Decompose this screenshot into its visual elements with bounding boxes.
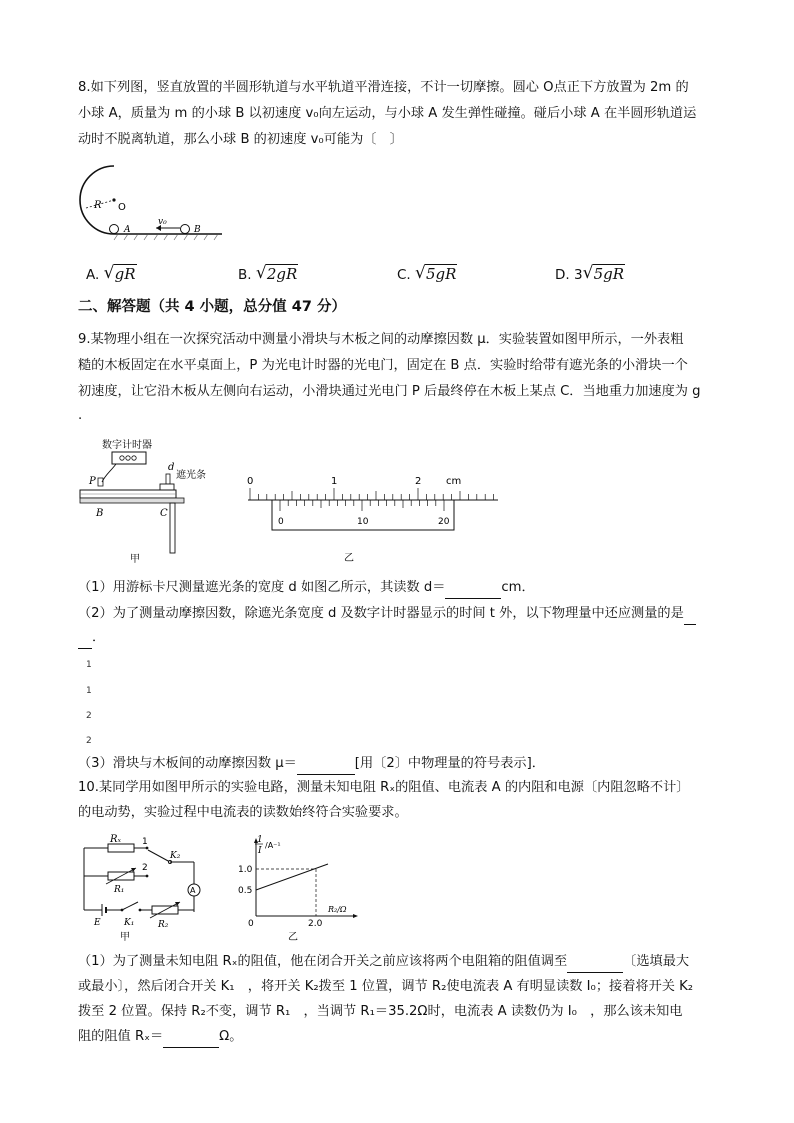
ball-b [181,225,190,234]
sqrt-symbol: √ gR [103,263,136,283]
resistor-rx [108,844,134,852]
svg-text:K₁: K₁ [124,918,135,928]
svg-text:0: 0 [278,517,284,527]
q9-text-line2: 糙的木板固定在水平桌面上，P 为光电计时器的光电门，固定在 B 点．实验时给带有遮光条的小滑块一个 [78,358,688,373]
answer-blank-mu[interactable] [297,754,355,775]
label-b: B [194,225,201,235]
sqrt-symbol: √ 5gR [582,263,625,283]
svg-text:I: I [258,846,262,856]
answer-blank-rx[interactable] [163,1027,219,1048]
svg-text:1.0: 1.0 [238,865,253,875]
q9-text-line3: 初速度，让它沿木板从左侧向右运动，小滑块通过光电门 P 后最终停在木板上某点 C．当地重力加速度为 g [78,384,701,399]
q10-sub1-line4: 阻的阻值 Rₓ＝ Ω。 [78,1027,242,1048]
svg-text:R₂/Ω: R₂/Ω [328,905,347,914]
label-v0: v₀ [158,217,167,227]
choice-marker: 2 [86,711,92,721]
timer-cable [102,464,116,482]
timer-box [112,452,146,464]
q9-text-line1: 9.某物理小组在一次探究活动中测量小滑块与木板之间的动摩擦因数 μ．实验装置如图甲所示，一外表粗 [78,332,684,347]
q10-sub1-line3: 拨至 2 位置。保持 R₂不变，调节 R₁ ，当调节 R₁＝35.2Ω时，电流表 A 读数仍为 I₀ ，那么该未知电 [78,1004,683,1019]
option-a[interactable]: A. √ gR [86,263,136,283]
table-leg [170,503,175,553]
svg-text:E: E [94,918,101,928]
svg-text:1: 1 [142,837,148,847]
label-d: d [168,462,175,473]
switch-k1 [122,902,138,910]
q9-sub2: （2）为了测量动摩擦因数，除遮光条宽度 d 及数字计时器显示的时间 t 外，以下物理量中还应测量的是 [78,604,696,625]
graph-line [256,864,328,890]
q9-figure-yi [240,470,500,565]
svg-text:1: 1 [257,835,263,845]
label-r: R [94,200,102,211]
answer-blank-max-min[interactable] [567,952,623,973]
main-scale-labels [247,476,461,487]
svg-text:10: 10 [357,517,369,527]
label-p: P [89,476,96,487]
shade-strip [166,474,170,484]
q8-text-line3: 动时不脱离轨道，那么小球 B 的初速度 v₀可能为〔 〕 [78,132,403,147]
q10-circuit-figure [76,832,216,942]
svg-text:R₂: R₂ [158,920,169,930]
caption-yi: 乙 [344,553,354,564]
switch-k2 [148,850,170,862]
vernier-ticks [280,500,444,511]
q8-figure [72,162,228,248]
choice-marker: 1 [86,660,92,670]
q8-text-line2: 小球 A，质量为 m 的小球 B 以初速度 v₀向左运动，与小球 A 发生弹性碰撞。碰后小球 A 在半圆形轨道运 [78,106,697,121]
caption-jia: 甲 [130,554,140,565]
option-c[interactable]: C. √ 5gR [397,263,457,283]
svg-text:Rₓ: Rₓ [110,834,122,845]
q10-text-line2: 的电动势，实验过程中电流表的读数始终符合实验要求。 [78,805,408,820]
answer-blank-quantity-cont[interactable] [78,628,92,649]
vernier-labels [278,517,450,527]
svg-text:/A⁻¹: /A⁻¹ [265,841,281,850]
center-point [112,198,115,201]
slider-block [160,484,174,490]
svg-text:0.5: 0.5 [238,886,253,896]
q10-sub1-line1: （1）为了测量未知电阻 Rₓ的阻值，他在闭合开关之前应该将两个电阻箱的阻值调至 〔选填最大 [78,952,689,973]
q9-text-line4: . [78,408,83,423]
shade-label: 遮光条 [176,470,206,481]
choice-marker: 2 [86,736,92,746]
q9-sub3: （3）滑块与木板间的动摩擦因数 μ＝ [用〔2〕中物理量的符号表示]． [78,754,545,775]
sqrt-symbol: √ 5gR [415,263,457,283]
label-o: O [118,202,126,213]
main-scale-ticks [250,488,494,500]
svg-text:2: 2 [142,863,148,873]
q9-sub1: （1）用游标卡尺测量遮光条的宽度 d 如图乙所示，其读数 d＝ cm． [78,578,535,599]
svg-text:1: 1 [331,476,338,487]
svg-text:0: 0 [248,919,254,929]
svg-text:2.0: 2.0 [308,919,323,929]
svg-text:20: 20 [438,517,450,527]
svg-text:0: 0 [247,476,254,487]
q8-text-line1: 8.如下列图，竖直放置的半圆形轨道与水平轨道平滑连接，不计一切摩擦。圆心 O点正下方放置为 2m 的 [78,80,689,95]
timer-label: 数字计时器 [102,440,152,451]
table-top [80,498,184,503]
svg-text:K₂: K₂ [170,851,181,861]
answer-blank-quantity[interactable] [684,604,696,625]
answer-blank-d[interactable] [445,578,501,599]
svg-text:cm: cm [446,476,462,487]
ball-a [110,225,119,234]
choice-marker: 1 [86,686,92,696]
q9-figure-jia [80,434,206,565]
svg-text:R₁: R₁ [114,885,125,895]
sqrt-symbol: √ 2gR [255,263,298,283]
section-heading: 二、解答题（共 4 小题，总分值 47 分） [78,299,346,315]
option-b[interactable]: B. √ 2gR [238,263,298,283]
label-b: B [96,508,104,519]
caption-yi: 乙 [288,932,298,943]
option-d[interactable]: D. 3 √ 5gR [555,263,625,283]
q10-sub1-line2: 或最小〕，然后闭合开关 K₁ ，将开关 K₂拨至 1 位置，调节 R₂使电流表 A 有明显读数 I₀；接着将开关 K₂ [78,979,694,994]
svg-text:A: A [190,886,196,895]
caption-jia: 甲 [120,932,130,943]
q10-graph-figure [232,832,362,942]
label-c: C [160,508,168,519]
svg-text:2: 2 [415,476,422,487]
label-a: A [124,225,131,235]
q9-sub2-end: ． [78,628,105,649]
q10-text-line1: 10.某同学用如图甲所示的实验电路，测量未知电阻 Rₓ的阻值、电流表 A 的内阻和电源〔内阻忽略不计〕 [78,780,690,795]
